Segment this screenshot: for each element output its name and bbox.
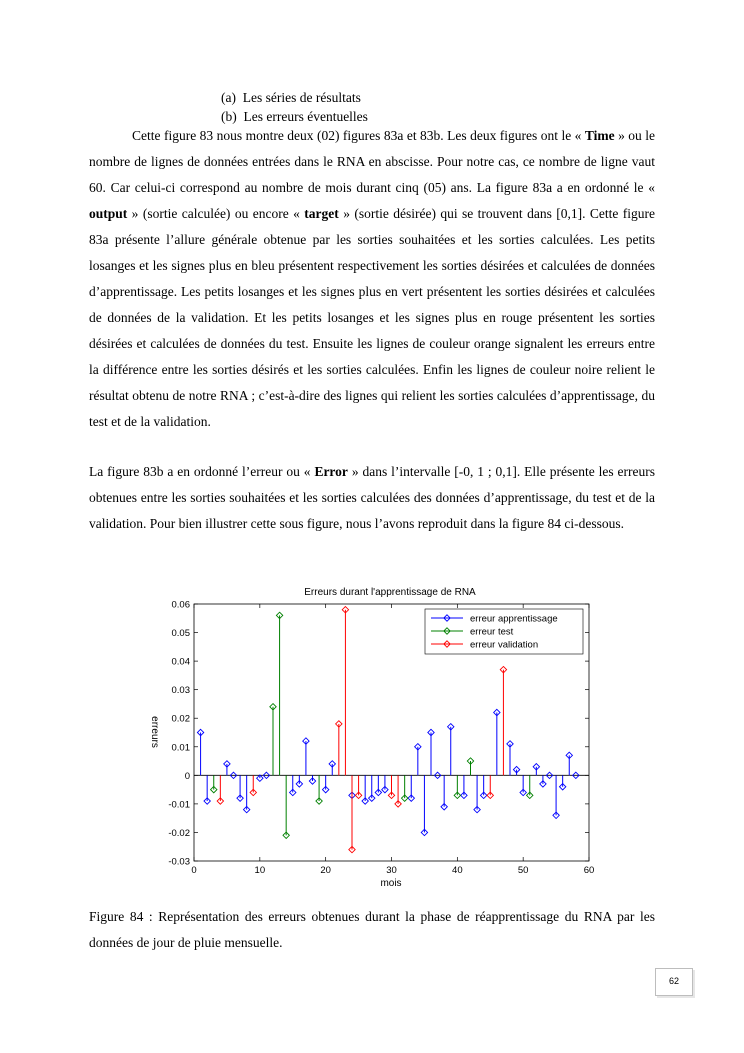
- x-tick-label: 30: [386, 865, 397, 876]
- x-axis-label: mois: [380, 878, 402, 889]
- para1-text-1: Cette figure 83 nous montre deux (02) figures 83a et 83b. Les deux figures ont le «: [132, 128, 585, 143]
- para1-text-4: » (sortie désirée) qui se trouvent dans [0,1]. Cette figure 83a présente l’allure générale obtenue par les sorties souhaitées et les sorties calculées. Les petits losanges et les signes plus en bleu présentent respectivement les sorties désirées et calculées de données d’apprentissage. Les petits losanges et les signes plus en vert présentent les sorties désirées et calculées de données de la validation. Et les petits losanges et les signes plus en rouge présentent les sorties désirées et calculées de données du test. Ensuite les lignes de couleur orange signalent les erreurs entre la différence entre les sorties désirés et les sorties calculées. Enfin les lignes de couleur noire relient le résultat obtenu de notre RNA ; c’est-à-dire des lignes qui relient les sorties calculées d’apprentissage, du test et de la validation.: [89, 206, 656, 429]
- legend: [425, 609, 583, 654]
- page-number: 62: [655, 968, 693, 996]
- y-tick-label: 0.05: [171, 628, 190, 640]
- para2-text-2: » dans l’intervalle [-0, 1 ; 0,1]. Elle présente les erreurs obtenues entre les sorties souhaitées et les sorties calculées des données d’apprentissage, du test et de la validation. Pour bien illustrer cette sous figure, nous l’avons reproduit dans la figure 84 ci-dessous.: [89, 464, 655, 531]
- paragraph-figure-83b: [89, 459, 655, 537]
- y-tick-label: 0.03: [171, 685, 190, 697]
- x-tick-label: 50: [517, 865, 529, 876]
- y-tick-label: 0.06: [171, 599, 190, 611]
- y-tick-label: -0.02: [168, 827, 190, 839]
- term-error: Error: [314, 464, 348, 479]
- y-tick-label: 0.01: [171, 742, 190, 754]
- paragraph-figure-83: [89, 123, 655, 435]
- y-tick-label: 0: [184, 770, 190, 782]
- chart-title: Erreurs durant l'apprentissage de RNA: [304, 587, 476, 598]
- x-tick-label: 20: [320, 865, 331, 876]
- para1-text-2: » ou le nombre de lignes de données entrées dans le RNA en abscisse. Pour notre cas, ce nombre de ligne vaut 60. Car celui-ci correspond au nombre de mois durant cinq (05) ans. La figure 83a a en ordonné le «: [89, 128, 656, 195]
- y-tick-label: 0.04: [171, 656, 190, 668]
- legend-label: erreur validation: [470, 639, 539, 651]
- figure-84-caption: Figure 84 : Représentation des erreurs obtenues durant la phase de réapprentissage du RNA par les données de jour de pluie mensuelle.: [89, 909, 655, 950]
- figure-subcaption-list: [221, 88, 368, 126]
- x-tick-label: 60: [583, 865, 595, 876]
- list-item-b: (b) Les erreurs éventuelles: [221, 109, 368, 124]
- legend-label: erreur test: [470, 626, 514, 638]
- list-item-a: (a) Les séries de résultats: [221, 90, 361, 105]
- y-tick-label: -0.01: [168, 799, 190, 811]
- error-stem-chart: [140, 580, 610, 892]
- term-output: output: [89, 206, 128, 221]
- y-tick-label: 0.02: [171, 713, 190, 725]
- legend-label: erreur apprentissage: [470, 613, 558, 625]
- x-tick-label: 40: [452, 865, 463, 876]
- para2-text-1: La figure 83b a en ordonné l’erreur ou «: [89, 464, 315, 479]
- y-tick-label: -0.03: [168, 856, 190, 868]
- term-time: Time: [584, 128, 615, 143]
- y-axis-label: erreurs: [149, 716, 160, 748]
- x-tick-label: 10: [254, 865, 266, 876]
- x-tick-label: 0: [191, 865, 197, 876]
- para1-text-3: » (sortie calculée) ou encore «: [127, 206, 305, 221]
- term-target: target: [304, 206, 339, 221]
